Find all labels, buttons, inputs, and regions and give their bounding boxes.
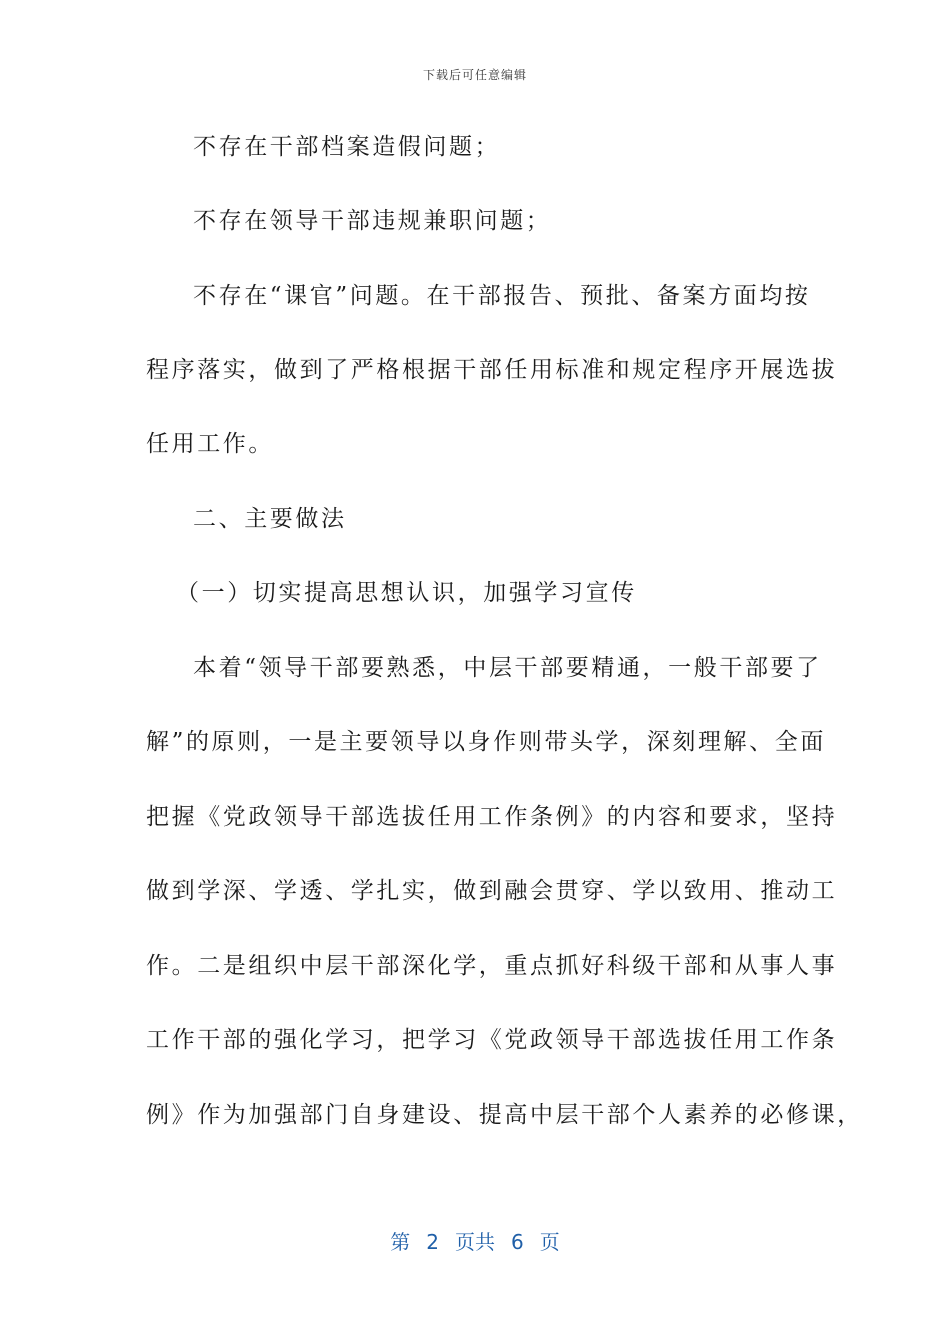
paragraph-line: 程序落实，做到了严格根据干部任用标准和规定程序开展选拔 <box>146 357 838 383</box>
section-heading: 二、主要做法 <box>193 506 347 532</box>
paragraph-line: 作。二是组织中层干部深化学，重点抓好科级干部和从事人事 <box>146 953 838 979</box>
paragraph-line: 任用工作。 <box>146 431 274 457</box>
paragraph-line: 例》作为加强部门自身建设、提高中层干部个人素养的必修课， <box>146 1102 863 1128</box>
paragraph-line: 做到学深、学透、学扎实，做到融会贯穿、学以致用、推动工 <box>146 878 838 904</box>
paragraph-line: 解”的原则，一是主要领导以身作则带头学，深刻理解、全面 <box>146 729 826 755</box>
paragraph-line: 不存在干部档案造假问题； <box>193 134 501 160</box>
paragraph-line: 工作干部的强化学习，把学习《党政领导干部选拔任用工作条 <box>146 1027 838 1053</box>
footer-prefix: 第 <box>390 1230 411 1254</box>
footer-suffix: 页 <box>539 1230 560 1254</box>
footer-middle: 页共 <box>455 1230 495 1254</box>
header-note: 下载后可任意编辑 <box>422 68 527 82</box>
footer-page-number: 2 <box>426 1230 439 1254</box>
page-footer <box>0 1226 950 1255</box>
subsection-heading: （一）切实提高思想认识，加强学习宣传 <box>176 580 637 606</box>
paragraph-line: 不存在领导干部违规兼职问题； <box>193 208 552 234</box>
paragraph-line: 本着“领导干部要熟悉，中层干部要精通，一般干部要了 <box>193 655 822 681</box>
paragraph-line: 把握《党政领导干部选拔任用工作条例》的内容和要求，坚持 <box>146 804 838 830</box>
paragraph-line: 不存在“课官”问题。在干部报告、预批、备案方面均按 <box>193 283 811 309</box>
footer-total-pages: 6 <box>511 1230 524 1254</box>
